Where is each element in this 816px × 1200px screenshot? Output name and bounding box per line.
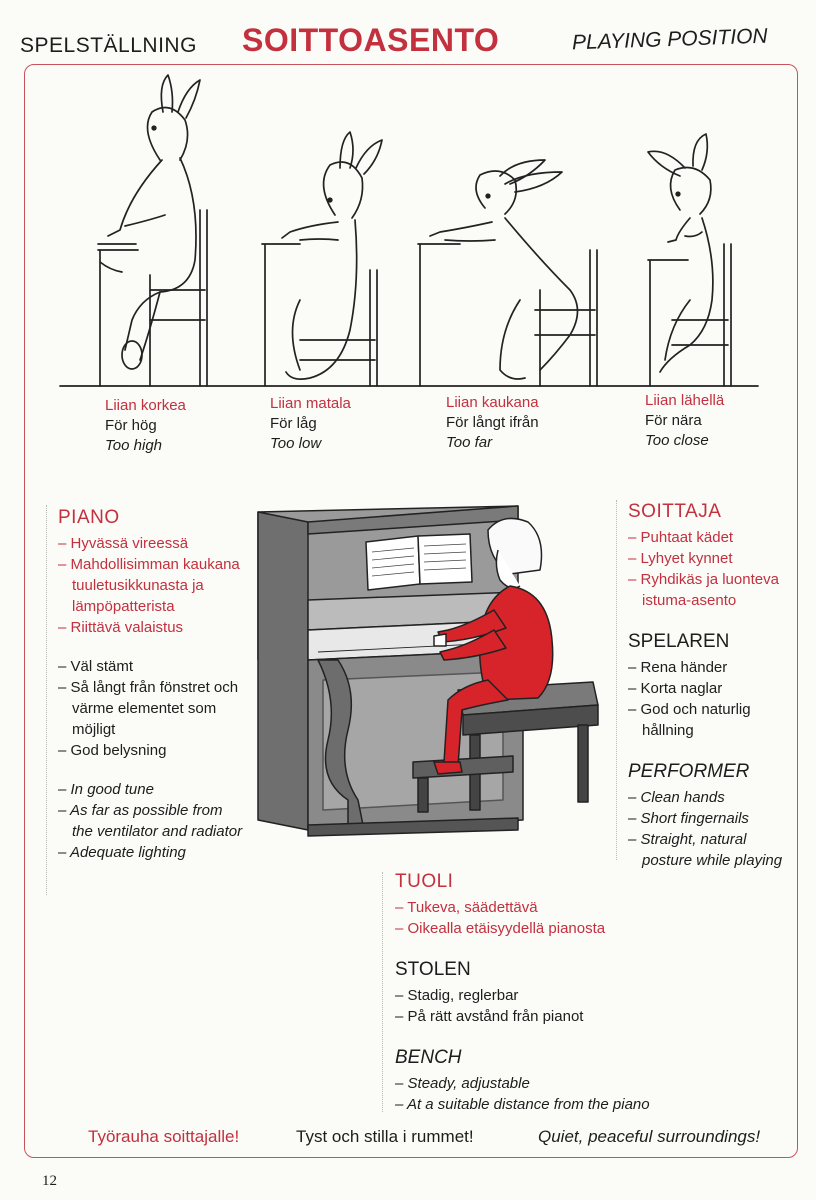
list-item: – Så långt från fönstret och värme elementet som möjligt	[58, 679, 239, 738]
list-item: – Adequate lighting	[58, 844, 186, 861]
divider-piano	[46, 505, 47, 895]
list-item: – Ryhdikäs ja luonteva istuma-asento	[628, 571, 779, 609]
performer-sv-list	[628, 657, 798, 741]
list-item: – Mahdollisimman kaukana tuuletusikkunasta ja lämpöpatterista	[58, 556, 240, 615]
bench-fi-heading: TUOLI	[395, 871, 454, 892]
footer-english: Quiet, peaceful surroundings!	[538, 1127, 761, 1146]
performer-fi-heading: SOITTAJA	[628, 501, 722, 522]
piano-player-illustration	[248, 500, 608, 840]
performer-en-heading: PERFORMER	[628, 761, 750, 782]
list-item: – Steady, adjustable	[395, 1075, 530, 1092]
list-item: – At a suitable distance from the piano	[395, 1096, 650, 1113]
list-item: – Straight, natural posture while playing	[628, 831, 783, 869]
bench-en-heading: BENCH	[395, 1047, 462, 1068]
piano-heading: PIANO	[58, 507, 120, 528]
list-item: – Lyhyet kynnet	[628, 550, 733, 567]
title-english: PLAYING POSITION	[571, 24, 768, 55]
list-item: – As far as possible from the ventilator and radiator	[58, 802, 243, 840]
posture-label-too-low: Liian matala För låg Too low	[270, 395, 351, 452]
list-item: – Hyvässä vireessä	[58, 535, 189, 552]
bench-sv-heading: STOLEN	[395, 959, 471, 980]
list-item: – Oikealla etäisyydellä pianosta	[395, 920, 606, 937]
performer-sv-heading: SPELAREN	[628, 631, 730, 652]
piano-section	[58, 505, 243, 863]
list-item: – Riittävä valaistus	[58, 619, 184, 636]
piano-fi-list	[58, 533, 243, 638]
rabbit-too-low	[262, 132, 382, 386]
posture-label-too-far: Liian kaukana För långt ifrån Too far	[446, 394, 539, 451]
divider-bench	[382, 872, 383, 1112]
performer-en-list	[628, 787, 798, 871]
list-item: – Short fingernails	[628, 810, 749, 827]
list-item: – Väl stämt	[58, 658, 134, 675]
divider-performer	[616, 500, 617, 860]
page-number: 12	[42, 1173, 57, 1189]
performer-fi-list	[628, 527, 798, 611]
list-item: – Stadig, reglerbar	[395, 987, 519, 1004]
footer-swedish: Tyst och stilla i rummet!	[296, 1127, 474, 1146]
bench-en-list	[395, 1073, 790, 1115]
piano-sv-list	[58, 656, 243, 761]
bench-section	[395, 869, 790, 1115]
rabbit-too-far	[418, 160, 597, 386]
list-item: – Rena händer	[628, 659, 728, 676]
list-item: – På rätt avstånd från pianot	[395, 1008, 584, 1025]
performer-section	[628, 499, 798, 871]
list-item: – Tukeva, säädettävä	[395, 899, 538, 916]
list-item: – Korta naglar	[628, 680, 723, 697]
posture-label-too-high: Liian korkea För hög Too high	[105, 397, 186, 454]
footer-finnish: Työrauha soittajalle!	[88, 1127, 240, 1146]
bench-sv-list	[395, 985, 790, 1027]
list-item: – In good tune	[58, 781, 154, 798]
rabbit-posture-illustration	[0, 0, 816, 400]
list-item: – God och naturlig hållning	[628, 701, 751, 739]
title-finnish: SOITTOASENTO	[242, 22, 500, 58]
bench-fi-list	[395, 897, 790, 939]
list-item: – Puhtaat kädet	[628, 529, 734, 546]
list-item: – God belysning	[58, 742, 167, 759]
title-swedish: SPELSTÄLLNING	[20, 34, 197, 57]
rabbit-too-close	[648, 134, 731, 386]
piano-en-list	[58, 779, 243, 863]
rabbit-too-high	[98, 75, 207, 386]
list-item: – Clean hands	[628, 789, 725, 806]
posture-label-too-close: Liian lähellä För nära Too close	[645, 392, 725, 449]
